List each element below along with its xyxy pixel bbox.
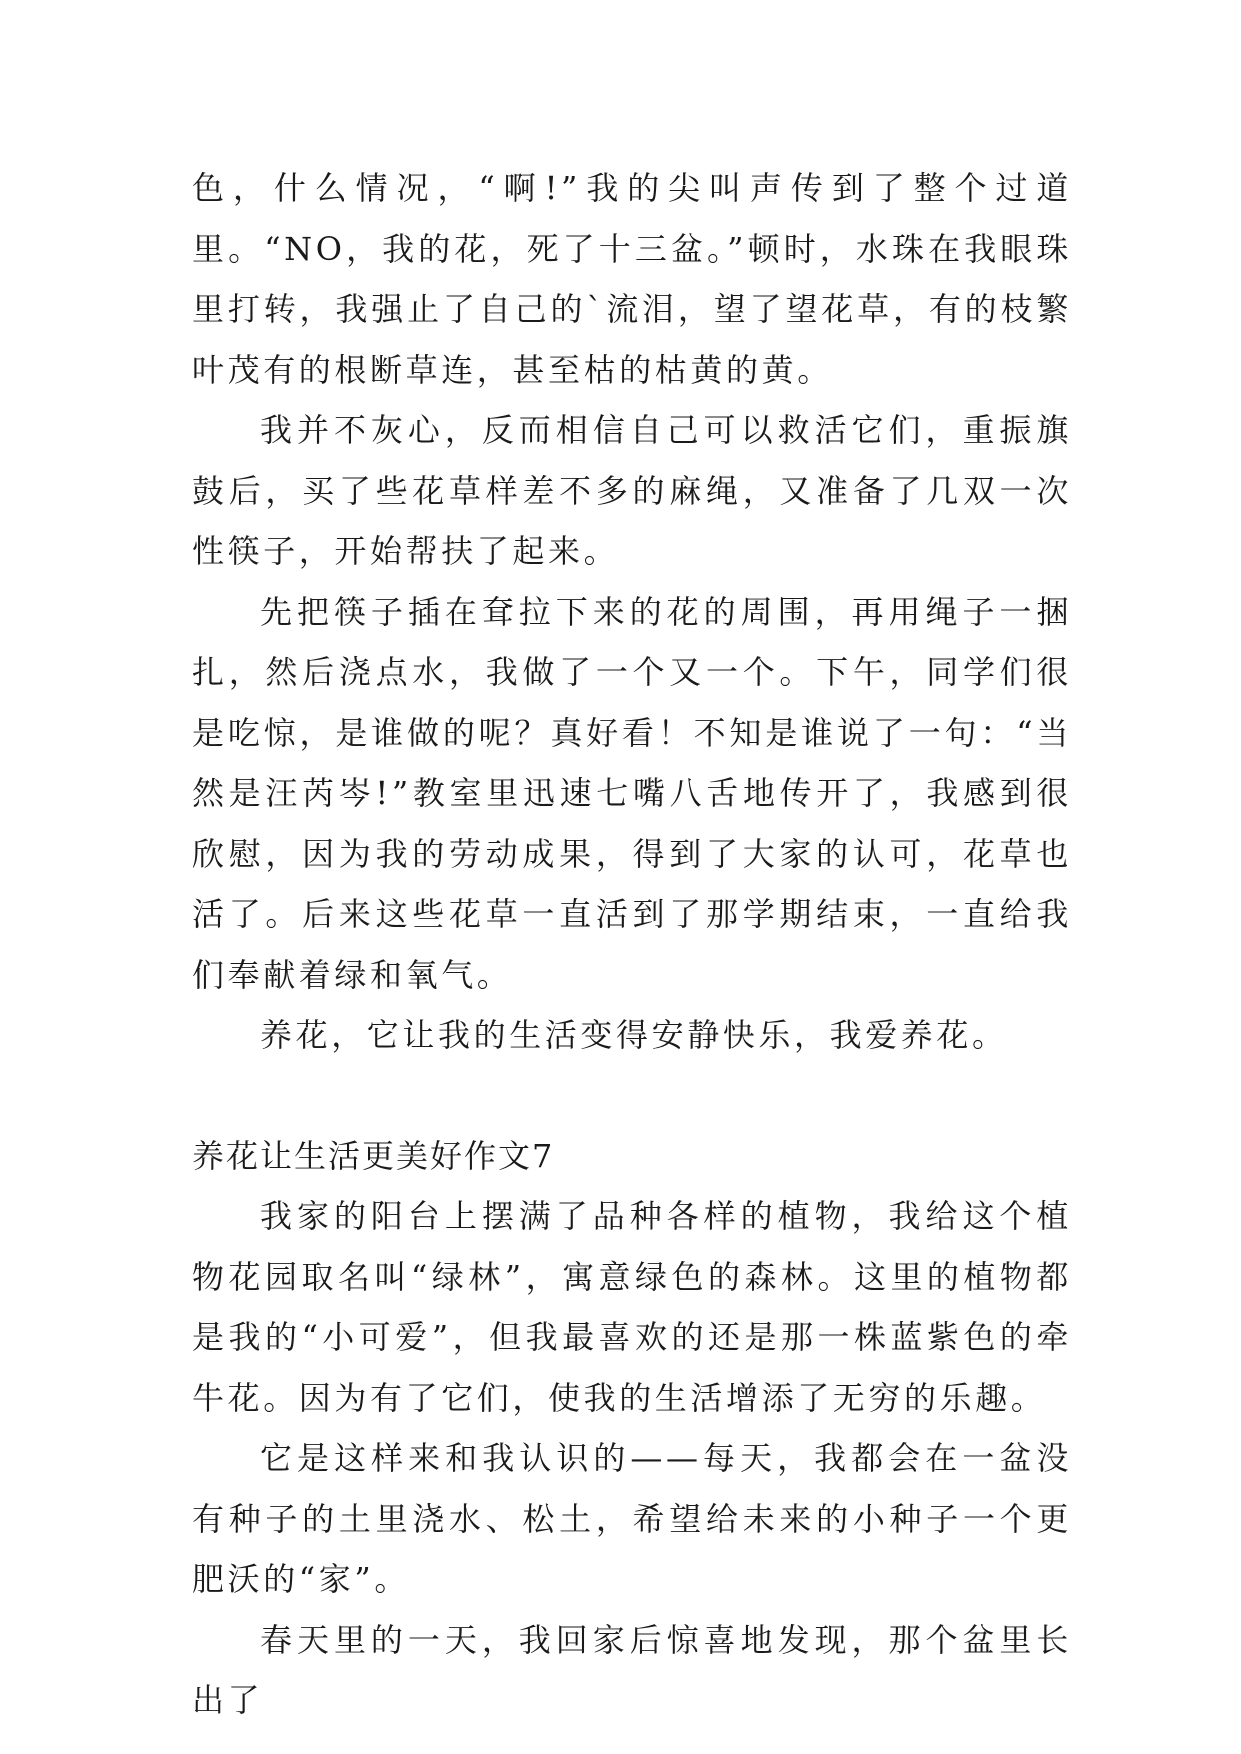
paragraph: 养花，它让我的生活变得安静快乐，我爱养花。 <box>260 1016 1008 1054</box>
section-title: 养花让生活更美好作文7 <box>192 1136 555 1175</box>
paragraph: 春天里的一天，我回家后惊喜地发现，那个盆里长出了 <box>192 1620 1072 1719</box>
paragraph: 它是这样来和我认识的——每天，我都会在一盆没有种子的土里浇水、松土，希望给未来的小种子一个更肥沃的“家”。 <box>192 1439 1072 1598</box>
document-body <box>192 158 1072 1731</box>
paragraph: 我家的阳台上摆满了品种各样的植物，我给这个植物花园取名叫“绿林”，寓意绿色的森林。这里的植物都是我的“小可爱”，但我最喜欢的还是那一株蓝紫色的牵牛花。因为有了它们，使我的生活增添了无穷的乐趣。 <box>192 1197 1072 1417</box>
paragraph-continued: 色，什么情况，“啊!”我的尖叫声传到了整个过道里。“NO，我的花，死了十三盆。”顿时，水珠在我眼珠里打转，我强止了自己的`流泪，望了望花草，有的枝繁叶茂有的根断草连，甚至枯的枯黄的黄。 <box>192 169 1072 389</box>
paragraph: 我并不灰心，反而相信自己可以救活它们，重振旗鼓后，买了些花草样差不多的麻绳，又准备了几双一次性筷子，开始帮扶了起来。 <box>192 411 1072 570</box>
paragraph: 先把筷子插在耷拉下来的花的周围，再用绳子一捆扎，然后浇点水，我做了一个又一个。下午，同学们很是吃惊，是谁做的呢？真好看！不知是谁说了一句：“当然是汪芮岑!”教室里迅速七嘴八舌地传开了，我感到很欣慰，因为我的劳动成果，得到了大家的认可，花草也活了。后来这些花草一直活到了那学期结束，一直给我们奉献着绿和氧气。 <box>192 592 1072 994</box>
section-spacer <box>192 1066 1072 1126</box>
